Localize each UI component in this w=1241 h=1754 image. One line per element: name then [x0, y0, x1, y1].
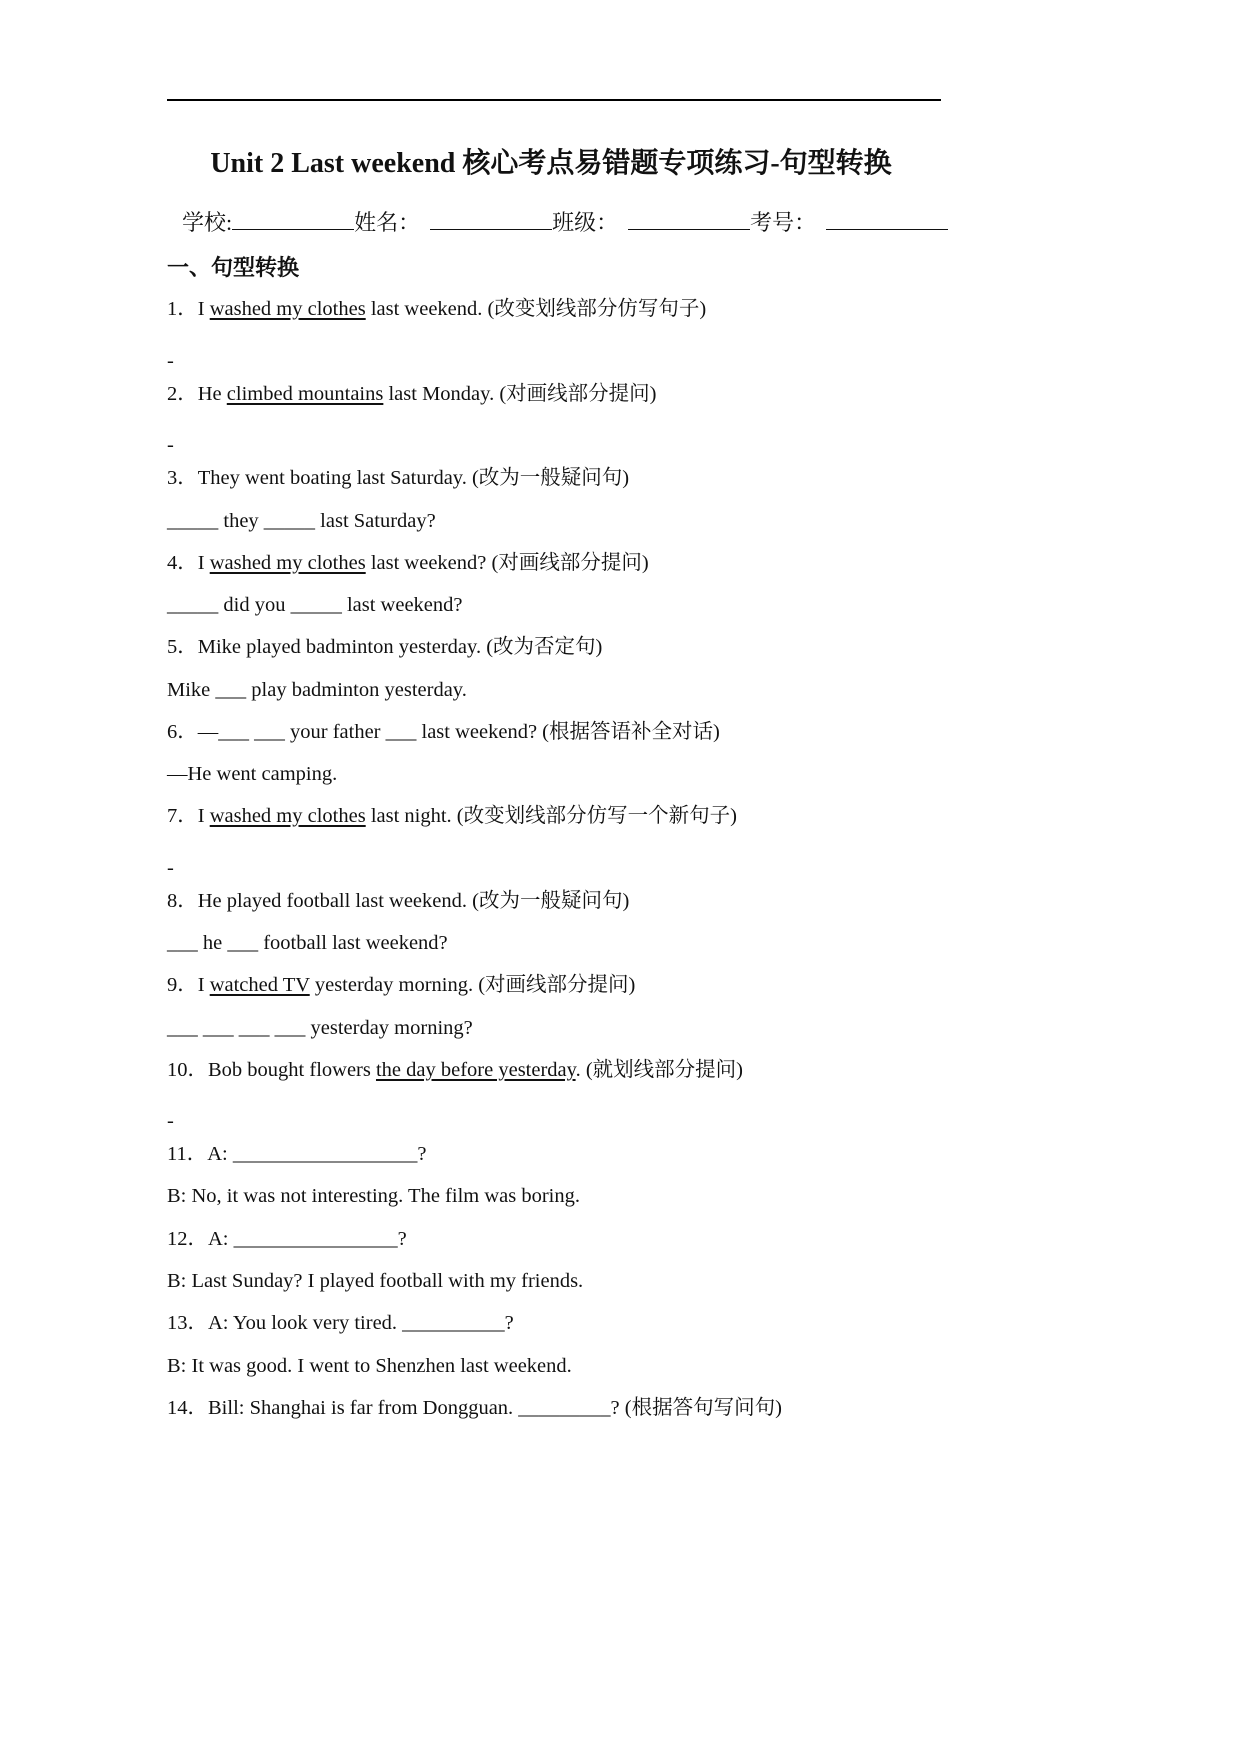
school-blank[interactable]: [232, 207, 354, 230]
answer-line-5[interactable]: Mike ___ play badminton yesterday.: [167, 679, 467, 701]
question-12: 12．A: ________________?: [167, 1228, 407, 1250]
class-blank[interactable]: [628, 207, 750, 230]
header-rule: [167, 99, 941, 101]
question-1: 1．I washed my clothes last weekend. (改变划线部分仿写句子): [167, 298, 707, 320]
question-number: 9．: [167, 974, 198, 996]
question-number: 7．: [167, 805, 198, 827]
class-label: 班级：: [552, 210, 619, 235]
question-number: 14．: [167, 1397, 208, 1419]
answer-line-2[interactable]: -: [167, 434, 174, 456]
section-heading: 一、句型转换: [167, 255, 300, 280]
question-number: 11．: [167, 1143, 208, 1165]
question-number: 13．: [167, 1312, 208, 1334]
answer-line-12: B: Last Sunday? I played football with my friends.: [167, 1270, 584, 1292]
answer-line-4[interactable]: _____ did you _____ last weekend?: [167, 594, 463, 616]
question-9: 9．I watched TV yesterday morning. (对画线部分提问): [167, 974, 636, 996]
question-7: 7．I washed my clothes last night. (改变划线部分仿写一个新句子): [167, 805, 737, 827]
answer-line-8[interactable]: ___ he ___ football last weekend?: [167, 932, 448, 954]
name-blank[interactable]: [430, 207, 552, 230]
answer-line-6: —He went camping.: [167, 763, 338, 785]
question-number: 4．: [167, 552, 198, 574]
answer-line-3[interactable]: _____ they _____ last Saturday?: [167, 510, 436, 532]
question-number: 1．: [167, 298, 198, 320]
answer-line-13: B: It was good. I went to Shenzhen last weekend.: [167, 1355, 572, 1377]
question-number: 5．: [167, 636, 198, 658]
school-label: 学校:: [182, 210, 233, 235]
answer-line-7[interactable]: -: [167, 857, 174, 879]
number-blank[interactable]: [826, 207, 948, 230]
question-11: 11．A: __________________?: [167, 1143, 427, 1165]
question-number: 8．: [167, 890, 198, 912]
question-8: 8．He played football last weekend. (改为一般疑问句): [167, 890, 630, 912]
answer-line-11: B: No, it was not interesting. The film was boring.: [167, 1185, 580, 1207]
question-14: 14．Bill: Shanghai is far from Dongguan. _________? (根据答句写问句): [167, 1397, 782, 1419]
underlined-text: watched TV: [209, 974, 310, 996]
underlined-text: climbed mountains: [226, 383, 384, 405]
question-13: 13．A: You look very tired. __________?: [167, 1312, 514, 1334]
question-3: 3．They went boating last Saturday. (改为一般疑问句): [167, 467, 630, 489]
question-4: 4．I washed my clothes last weekend? (对画线部分提问): [167, 552, 649, 574]
question-number: 6．: [167, 721, 198, 743]
answer-line-1[interactable]: -: [167, 350, 174, 372]
answer-line-10[interactable]: -: [167, 1110, 174, 1132]
number-label: 考号：: [750, 210, 817, 235]
page-title: Unit 2 Last weekend 核心考点易错题专项练习-句型转换: [210, 148, 892, 179]
question-number: 12．: [167, 1228, 208, 1250]
name-label: 姓名：: [354, 210, 421, 235]
underlined-text: washed my clothes: [209, 298, 366, 320]
question-2: 2．He climbed mountains last Monday. (对画线部分提问): [167, 383, 657, 405]
question-number: 2．: [167, 383, 198, 405]
underlined-text: washed my clothes: [209, 552, 366, 574]
question-10: 10．Bob bought flowers the day before yesterday. (就划线部分提问): [167, 1059, 743, 1081]
question-5: 5．Mike played badminton yesterday. (改为否定句): [167, 636, 603, 658]
question-number: 10．: [167, 1059, 208, 1081]
question-number: 3．: [167, 467, 198, 489]
underlined-text: the day before yesterday: [375, 1059, 576, 1081]
student-info-row: [182, 205, 948, 241]
question-6: 6．—___ ___ your father ___ last weekend? (根据答语补全对话): [167, 721, 720, 743]
underlined-text: washed my clothes: [209, 805, 366, 827]
answer-line-9[interactable]: ___ ___ ___ ___ yesterday morning?: [167, 1017, 473, 1039]
